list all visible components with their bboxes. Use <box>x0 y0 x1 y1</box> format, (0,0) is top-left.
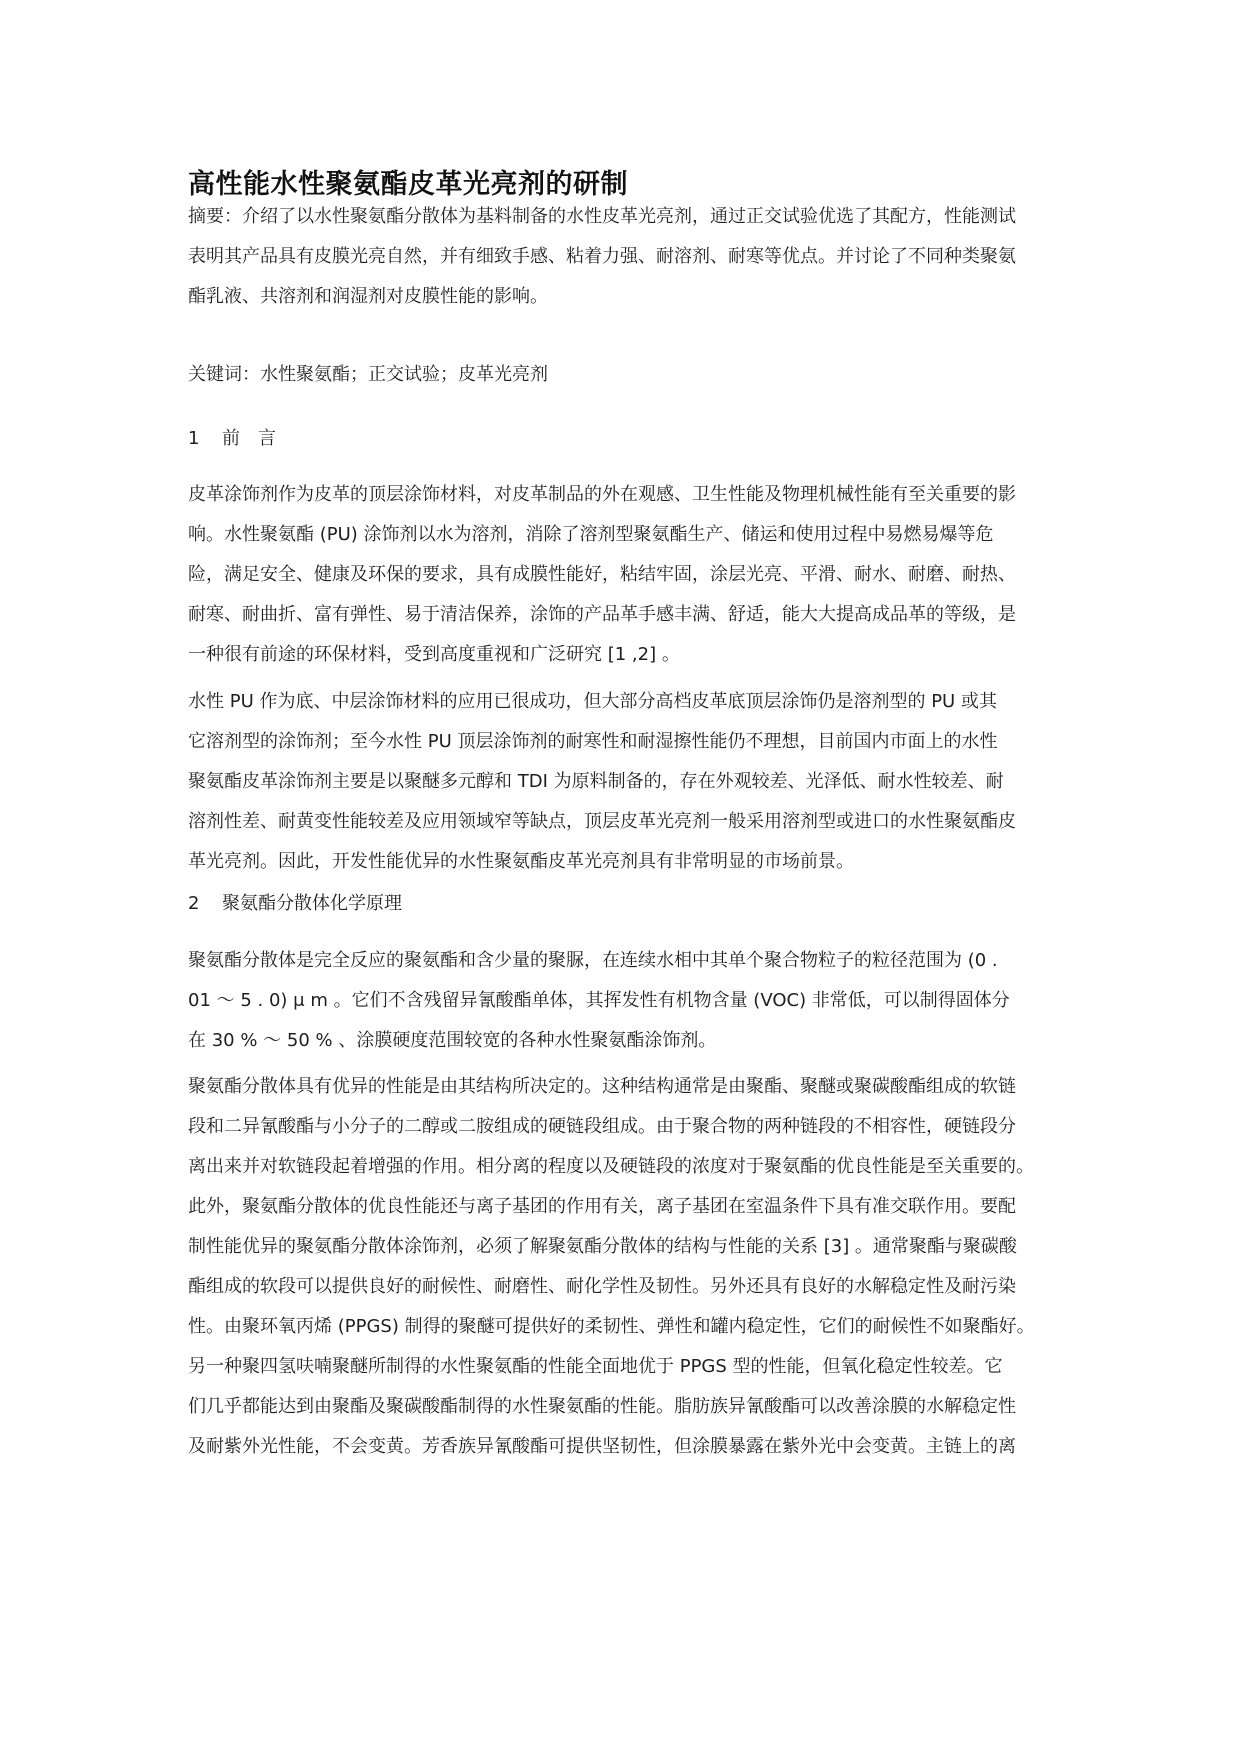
section-2-paragraph-1 <box>188 941 1068 1061</box>
keywords <box>188 355 1068 395</box>
paragraph-line: 一种很有前途的环保材料，受到高度重视和广泛研究 [1 ,2] 。 <box>188 644 680 665</box>
paragraph-line: 此外，聚氨酯分散体的优良性能还与离子基团的作用有关，离子基团在室温条件下具有准交联作用。要配 <box>188 1196 1016 1217</box>
paragraph-line: 响。水性聚氨酯 (PU) 涂饰剂以水为溶剂，消除了溶剂型聚氨酯生产、储运和使用过程中易燃易爆等危 <box>188 524 994 545</box>
paragraph-line: 聚氨酯分散体具有优异的性能是由其结构所决定的。这种结构通常是由聚酯、聚醚或聚碳酸酯组成的软链 <box>188 1076 1016 1097</box>
paragraph-line: 在 30 % ～ 50 % 、涂膜硬度范围较宽的各种水性聚氨酯涂饰剂。 <box>188 1030 717 1051</box>
abstract-line: 酯乳液、共溶剂和润湿剂对皮膜性能的影响。 <box>188 286 548 307</box>
paragraph-line: 们几乎都能达到由聚酯及聚碳酸酯制得的水性聚氨酯的性能。脂肪族异氰酸酯可以改善涂膜的水解稳定性 <box>188 1396 1016 1417</box>
paragraph-line: 酯组成的软段可以提供良好的耐候性、耐磨性、耐化学性及韧性。另外还具有良好的水解稳定性及耐污染 <box>188 1276 1016 1297</box>
section-number: 2 <box>188 893 200 914</box>
section-1-heading <box>188 424 276 450</box>
paragraph-line: 险，满足安全、健康及环保的要求，具有成膜性能好，粘结牢固，涂层光亮、平滑、耐水、耐磨、耐热、 <box>188 564 1016 585</box>
paragraph-line: 段和二异氰酸酯与小分子的二醇或二胺组成的硬链段组成。由于聚合物的两种链段的不相容性，硬链段分 <box>188 1116 1016 1137</box>
paragraph-line: 01 ～ 5 . 0) μ m 。它们不含残留异氰酸酯单体，其挥发性有机物含量 (VOC) 非常低，可以制得固体分 <box>188 990 1010 1011</box>
section-1-paragraph-1 <box>188 475 1068 675</box>
section-2-paragraph-2 <box>188 1067 1068 1467</box>
paragraph-line: 制性能优异的聚氨酯分散体涂饰剂，必须了解聚氨酯分散体的结构与性能的关系 [3] 。通常聚酯与聚碳酸 <box>188 1236 1017 1257</box>
paragraph-line: 革光亮剂。因此，开发性能优异的水性聚氨酯皮革光亮剂具有非常明显的市场前景。 <box>188 851 854 872</box>
paragraph-line: 聚氨酯皮革涂饰剂主要是以聚醚多元醇和 TDI 为原料制备的，存在外观较差、光泽低、耐水性较差、耐 <box>188 771 1004 792</box>
keywords-line: 关键词：水性聚氨酯；正交试验；皮革光亮剂 <box>188 364 548 385</box>
section-number: 1 <box>188 428 200 449</box>
abstract-line: 摘要：介绍了以水性聚氨酯分散体为基料制备的水性皮革光亮剂，通过正交试验优选了其配方，性能测试 <box>188 206 1016 227</box>
paragraph-line: 另一种聚四氢呋喃聚醚所制得的水性聚氨酯的性能全面地优于 PPGS 型的性能，但氧化稳定性较差。它 <box>188 1356 1003 1377</box>
section-1-paragraph-2 <box>188 682 1068 882</box>
paragraph-line: 及耐紫外光性能，不会变黄。芳香族异氰酸酯可提供坚韧性，但涂膜暴露在紫外光中会变黄。主链上的离 <box>188 1436 1016 1457</box>
paragraph-line: 离出来并对软链段起着增强的作用。相分离的程度以及硬链段的浓度对于聚氨酯的优良性能是至关重要的。 <box>188 1156 1034 1177</box>
paragraph-line: 溶剂性差、耐黄变性能较差及应用领域窄等缺点，顶层皮革光亮剂一般采用溶剂型或进口的水性聚氨酯皮 <box>188 811 1016 832</box>
abstract <box>188 197 1068 317</box>
paragraph-line: 水性 PU 作为底、中层涂饰材料的应用已很成功，但大部分高档皮革底顶层涂饰仍是溶剂型的 PU 或其 <box>188 691 997 712</box>
section-2-heading <box>188 889 402 915</box>
section-title: 聚氨酯分散体化学原理 <box>222 893 402 914</box>
paragraph-line: 皮革涂饰剂作为皮革的顶层涂饰材料，对皮革制品的外在观感、卫生性能及物理机械性能有至关重要的影 <box>188 484 1016 505</box>
document-title: 高性能水性聚氨酯皮革光亮剂的研制 <box>188 169 628 200</box>
paragraph-line: 它溶剂型的涂饰剂；至今水性 PU 顶层涂饰剂的耐寒性和耐湿擦性能仍不理想，目前国内市面上的水性 <box>188 731 998 752</box>
paragraph-line: 聚氨酯分散体是完全反应的聚氨酯和含少量的聚脲，在连续水相中其单个聚合物粒子的粒径范围为 (0 . <box>188 950 998 971</box>
section-title: 前 言 <box>222 428 276 449</box>
paragraph-line: 性。由聚环氧丙烯 (PPGS) 制得的聚醚可提供好的柔韧性、弹性和罐内稳定性，它们的耐候性不如聚酯好。 <box>188 1316 1035 1337</box>
abstract-line: 表明其产品具有皮膜光亮自然，并有细致手感、粘着力强、耐溶剂、耐寒等优点。并讨论了不同种类聚氨 <box>188 246 1016 267</box>
paragraph-line: 耐寒、耐曲折、富有弹性、易于清洁保养，涂饰的产品革手感丰满、舒适，能大大提高成品革的等级，是 <box>188 604 1016 625</box>
